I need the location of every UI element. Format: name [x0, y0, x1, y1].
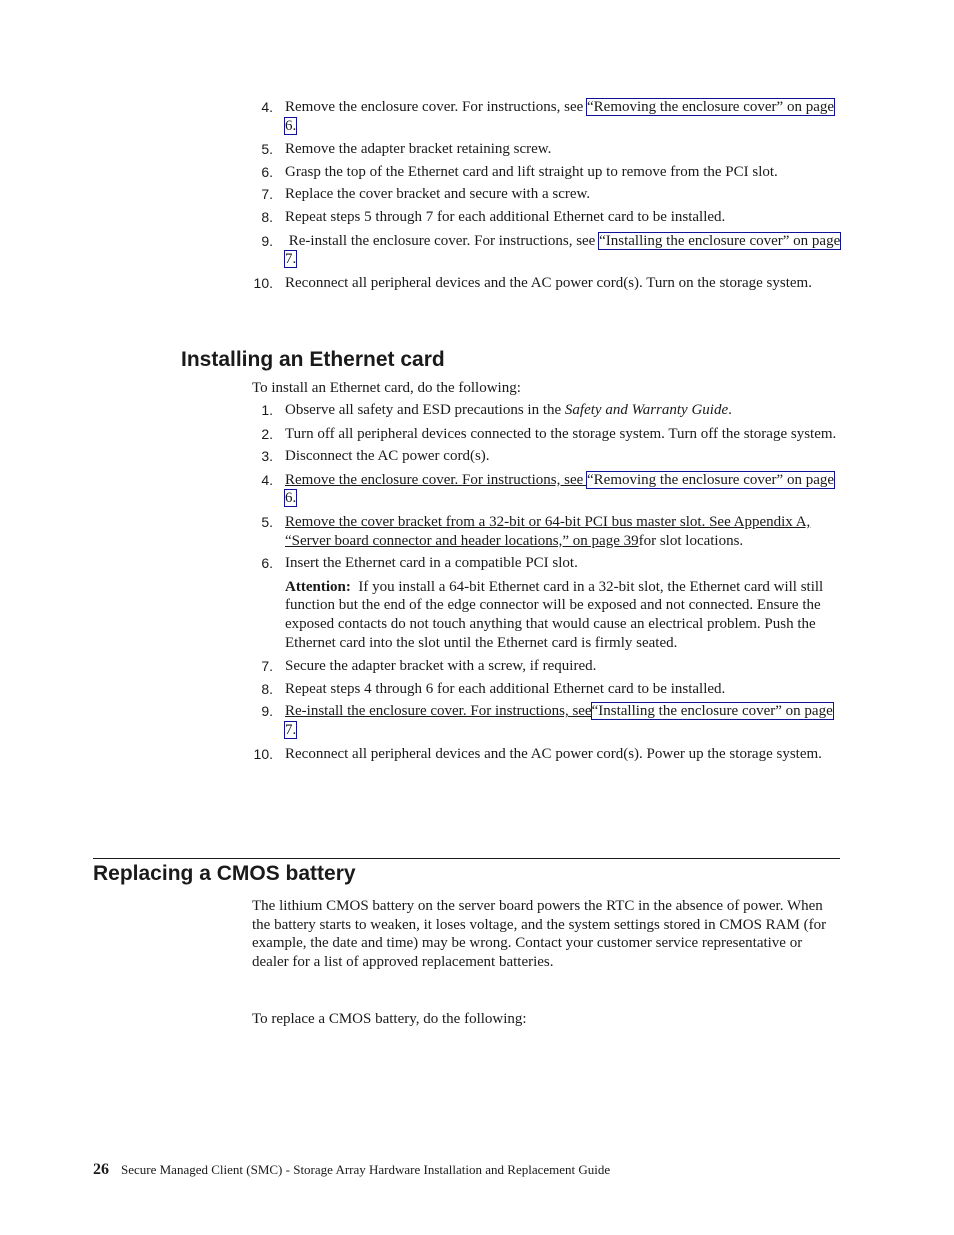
- step-number: 7.: [261, 186, 273, 203]
- step-text: Grasp the top of the Ethernet card and lift straight up to remove from the PCI slot.: [285, 163, 778, 180]
- cross-reference-link[interactable]: “Removing the enclosure cover” on page 6.: [285, 471, 835, 507]
- install-steps-list: [251, 401, 841, 763]
- step-number: 4.: [261, 99, 273, 115]
- step-text: Turn off all peripheral devices connected to the storage system. Turn off the storage system.: [285, 425, 837, 442]
- step-text-end: .: [728, 402, 732, 418]
- list-item: [251, 140, 841, 159]
- appendix-link[interactable]: Remove the cover bracket from a 32-bit or 64-bit PCI bus master slot. See Appendix A, “Server board connector and header locations,” on page 39: [285, 513, 811, 549]
- list-item: [251, 554, 841, 652]
- removal-steps-list: [251, 98, 841, 292]
- list-item: [251, 745, 841, 764]
- step-text: Insert the Ethernet card in a compatible PCI slot.: [285, 555, 578, 572]
- list-item: [251, 163, 841, 182]
- cross-reference-link[interactable]: “Installing the enclosure cover” on page 7.: [285, 703, 833, 738]
- list-item: [251, 447, 841, 466]
- attention-note: [285, 578, 841, 652]
- step-number: 4.: [261, 471, 273, 488]
- step-text: Repeat steps 4 through 6 for each additional Ethernet card to be installed.: [285, 680, 726, 697]
- attention-label: Attention:: [285, 578, 351, 595]
- list-item: [251, 680, 841, 699]
- list-item: [251, 702, 841, 739]
- list-item: [251, 471, 841, 508]
- guide-title: Safety and Warranty Guide: [564, 402, 729, 418]
- list-item: [251, 513, 841, 550]
- attention-text: If you install a 64-bit Ethernet card in a 32-bit slot, the Ethernet card will still function but the end of the edge connector will be exposed and not connected. Ensure the exposed contacts do not touch anything that would cause an electrical problem. Push the Ethernet card into the slot until the Ethernet card is firmly seated.: [285, 578, 824, 651]
- step-number: 10.: [253, 274, 273, 291]
- step-number: 8.: [261, 208, 273, 225]
- step-text: Remove the enclosure cover. For instructions, see: [285, 99, 588, 115]
- step-number: 2.: [261, 425, 273, 442]
- battery-intro: To replace a CMOS battery, do the following:: [252, 1011, 527, 1027]
- step-text: Re-install the enclosure cover. For instructions, see: [285, 703, 592, 720]
- step-number: 6.: [261, 163, 273, 180]
- list-item: [251, 98, 841, 135]
- step-text: Disconnect the AC power cord(s).: [285, 448, 490, 465]
- step-text: Re-install the enclosure cover. For instructions, see: [285, 232, 600, 249]
- list-item: [251, 657, 841, 676]
- cross-reference-link[interactable]: “Installing the enclosure cover” on page 7.: [285, 232, 841, 268]
- step-number: 5.: [261, 141, 273, 158]
- step-number: 9.: [261, 232, 273, 249]
- step-number: 8.: [261, 680, 273, 697]
- document-title: Secure Managed Client (SMC) - Storage Array Hardware Installation and Replacement Guide: [121, 1162, 611, 1177]
- step-number: 6.: [261, 555, 273, 572]
- list-item: [251, 274, 841, 293]
- page-number: 26: [93, 1161, 109, 1178]
- battery-description: The lithium CMOS battery on the server board powers the RTC in the absence of power. When the battery starts to weaken, it loses voltage, and the system settings stored in CMOS RAM (for example, the date and time) may be wrong. Contact your customer service representative or dealer for a list of approved replacement batteries.: [252, 898, 827, 970]
- step-number: 5.: [261, 513, 273, 530]
- section-heading-installing-ethernet-card: Installing an Ethernet card: [181, 348, 445, 371]
- step-number: 9.: [261, 703, 273, 720]
- list-item: [251, 185, 841, 204]
- page-footer: [93, 1161, 610, 1179]
- step-text: Replace the cover bracket and secure with a screw.: [285, 186, 591, 203]
- step-number: 7.: [261, 658, 273, 675]
- step-text: Observe all safety and ESD precautions in the: [285, 402, 565, 418]
- step-text: Reconnect all peripheral devices and the AC power cord(s). Power up the storage system.: [285, 745, 822, 762]
- step-text: Remove the enclosure cover. For instructions, see: [285, 471, 588, 488]
- section-intro: To install an Ethernet card, do the following:: [252, 380, 521, 396]
- step-text: Secure the adapter bracket with a screw, if required.: [285, 658, 597, 675]
- step-text: Remove the adapter bracket retaining screw.: [285, 141, 552, 158]
- list-item: [251, 208, 841, 227]
- section-heading-replacing-cmos-battery: Replacing a CMOS battery: [93, 862, 356, 885]
- cross-reference-link[interactable]: “Removing the enclosure cover” on page 6.: [285, 99, 835, 134]
- step-number: 3.: [261, 448, 273, 465]
- step-number: 1.: [261, 402, 273, 418]
- step-text: for slot locations.: [638, 532, 744, 549]
- list-item: [251, 401, 841, 420]
- step-number: 10.: [253, 745, 273, 762]
- section-divider: [93, 858, 840, 859]
- step-text: Repeat steps 5 through 7 for each additional Ethernet card to be installed.: [285, 208, 726, 225]
- step-text: Reconnect all peripheral devices and the AC power cord(s). Turn on the storage system.: [285, 274, 812, 291]
- list-item: [251, 425, 841, 444]
- list-item: [251, 232, 841, 269]
